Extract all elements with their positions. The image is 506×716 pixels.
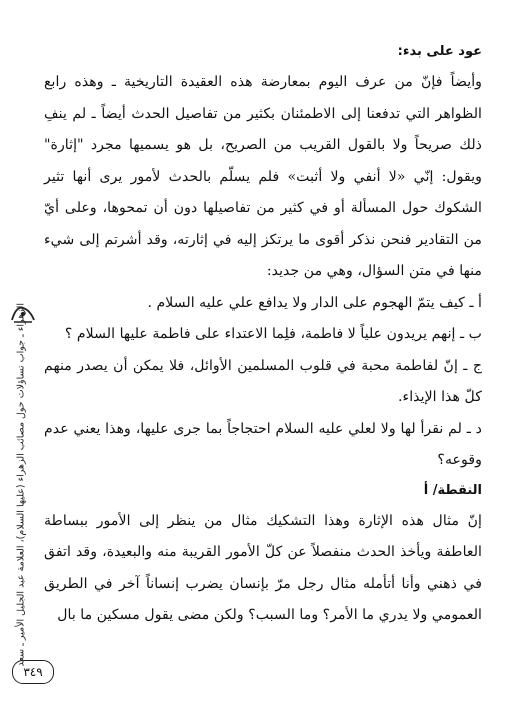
section-heading: عود على بدء: — [397, 44, 482, 59]
paragraph: وأيضاً فإنّ من عرف اليوم بمعارضة هذه العقيدة التاريخية ـ وهذه رابع الظواهر التي تدفعنا إلى الاطمئنان بكثير من تفاصيل الحدث أيضاً ـ لم ينفِ ذلك صريحاً ولا بالقول القريب من الصريح، بل هو يسميها مجرد "إثارة" ويقول: إنّي «لا أنفي ولا أثبت» فلم يسلّم بالحدث لأمور يرى أنها تثير الشكوك حول المسألة أو في كثير من تفاصيلها دون أن تمحوها، وعلى أيّ من التقادير فنحن نذكر أقوى ما يرتكز إليه في إثارته، وقد أشرتم إلى شيء منها في متن السؤال، وهي من جديد: — [44, 74, 482, 279]
list-item-a: أ ـ كيف يتمّ الهجوم على الدار ولا يدافع علي عليه السلام . — [147, 294, 482, 311]
page-body — [44, 44, 482, 684]
section-heading: النقطة/ أ — [423, 482, 482, 498]
side-caption: الزهراء ـ جواب تساؤلات حول مصائب الزهراء (عليها السلام)، العلامة عبد الجليل الأمير ـ سعد — [15, 302, 27, 666]
list-item-c: ج ـ إنّ لفاطمة محبة في قلوب المسلمين الأوائل، فلا يمكن أن يصدر منهم كلّ هذا الإيذاء. — [44, 357, 482, 405]
list-item-b: ب ـ إنهم يريدون علياً لا فاطمة، فلِما الاعتداء على فاطمة عليها السلام ؟ — [64, 326, 482, 342]
side-caption-strip — [8, 300, 34, 666]
paragraph: إنّ مثال هذه الإثارة وهذا التشكيك مثال من ينظر إلى الأمور ببساطة العاطفة ويأخذ الحدث منفصلاً عن كلّ الأمور القريبة منه والبعيدة، وقد اتفق في ذهني وأنا أتأمله مثال رجل مرّ بإنسان يضرب إنساناً آخر في الطريق العمومي ولا يدري ما الأمر؟ وما السبب؟ ولكن مضى يقول مسكين ما بال — [44, 512, 482, 623]
list-item-d: د ـ لم نقرأ لها ولا لعلي عليه السلام احتجاجاً بما جرى عليها، وهذا يعني عدم وقوعه؟ — [44, 420, 482, 468]
page-number: ٣٤٩ — [12, 660, 54, 684]
